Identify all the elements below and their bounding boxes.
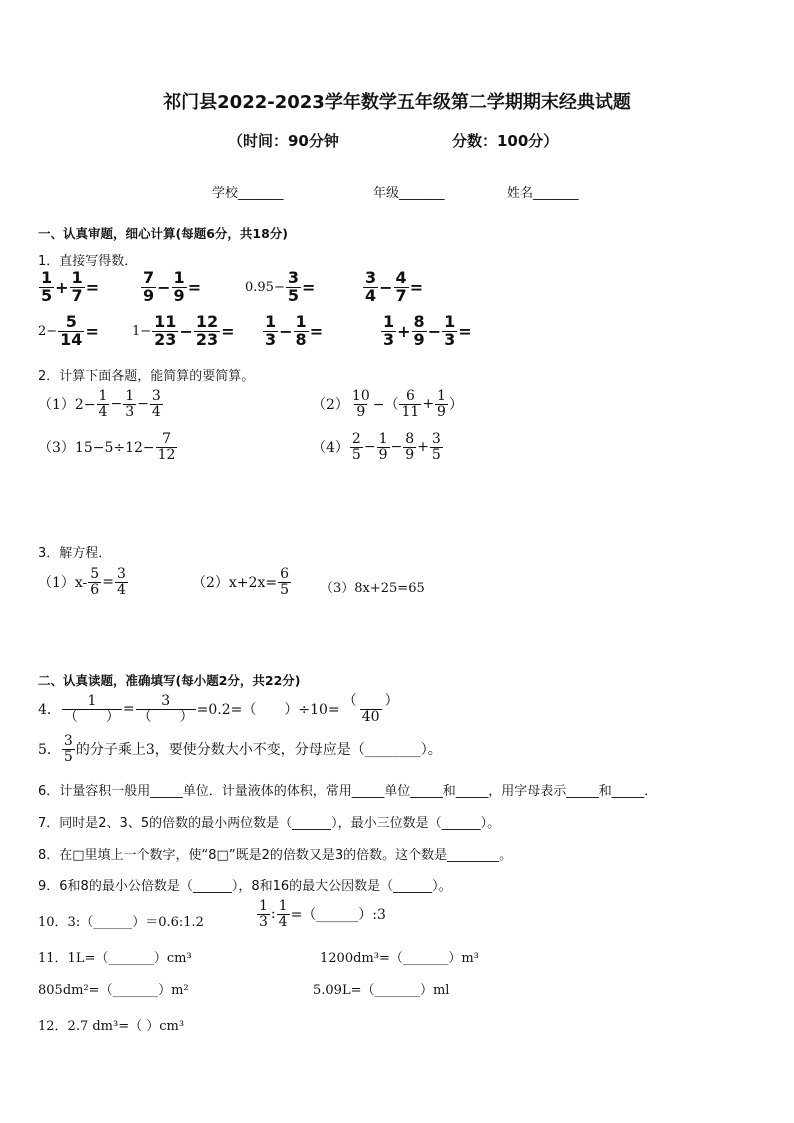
fraction	[136, 694, 196, 724]
score-label: 分数：100分）	[452, 132, 559, 150]
fraction	[341, 694, 401, 724]
q5	[38, 734, 442, 764]
text: +	[422, 396, 435, 413]
fraction	[97, 389, 110, 419]
q11-a: 11．1L=（_______）cm³	[38, 951, 192, 966]
numerator: 3	[151, 388, 161, 404]
denominator: （ ）	[137, 708, 194, 725]
numerator: 4	[395, 268, 407, 287]
numerator: 10	[351, 388, 370, 404]
text: （2）x+2x=	[192, 575, 278, 592]
denominator: 9	[356, 403, 366, 420]
q1-item	[38, 270, 99, 305]
q10-left: 10．3:（______）＝0.6:1.2	[38, 915, 204, 930]
q11-b: 1200dm³=（_______）m³	[320, 951, 479, 966]
fraction	[350, 389, 372, 419]
numerator: 3	[161, 693, 171, 709]
numerator: 6	[280, 566, 289, 582]
q7: 7．同时是2、3、5的倍数的最小两位数是（______），最小三位数是（______）。	[38, 816, 501, 831]
fraction	[156, 432, 178, 462]
fraction	[278, 567, 291, 597]
text: （1）x-	[38, 575, 88, 592]
fraction	[115, 567, 128, 597]
section2-heading: 二、认真读题，准确填写(每小题2分，共22分)	[38, 673, 301, 688]
text: （4）	[312, 440, 349, 457]
fraction	[377, 432, 390, 462]
numerator: 1	[437, 388, 446, 404]
fraction	[62, 694, 122, 724]
text: （2）	[312, 397, 349, 414]
text: −	[137, 396, 149, 413]
grade-field[interactable]: 年级_______	[373, 186, 445, 201]
fraction	[194, 314, 220, 349]
numerator: 1	[295, 312, 307, 331]
operator: −	[157, 277, 171, 297]
q3-eq1	[38, 567, 129, 597]
denominator: 8	[295, 329, 307, 349]
q1-item	[262, 314, 323, 349]
name-field[interactable]: 姓名_______	[507, 186, 579, 201]
numerator: 1	[173, 268, 185, 287]
numerator: 1	[259, 898, 268, 914]
q2-part2	[312, 389, 463, 419]
q2-label: 2．计算下面各题，能简算的要简算。	[38, 369, 255, 384]
numerator: 3	[116, 566, 126, 582]
text: （1）2−	[38, 397, 96, 414]
denominator: （ ）	[63, 708, 120, 725]
denominator: 14	[60, 329, 83, 349]
numerator: 3	[287, 268, 299, 287]
q9: 9．6和8的最小公倍数是（______），8和16的最大公因数是（______）。	[38, 879, 452, 894]
text: ）	[448, 397, 463, 414]
denominator: 9	[405, 446, 415, 463]
denominator: 23	[195, 329, 219, 349]
numerator: 5	[65, 312, 77, 331]
denominator: 9	[413, 329, 425, 349]
numerator: 12	[195, 312, 219, 331]
numerator: 7	[162, 431, 172, 447]
q1-item	[140, 270, 201, 305]
q4	[38, 694, 402, 724]
denominator: 9	[437, 403, 446, 420]
fraction	[394, 270, 409, 305]
denominator: 9	[173, 285, 185, 305]
fraction	[412, 314, 427, 349]
fraction	[88, 567, 101, 597]
denominator: 12	[157, 446, 176, 463]
fraction	[350, 432, 363, 462]
text: 的分子乘上3，要使分数大小不变，分母应是（________）。	[75, 742, 442, 759]
q1-items	[0, 270, 794, 360]
denominator: 4	[98, 403, 108, 420]
numerator: 1	[383, 312, 395, 331]
text: 4．	[38, 702, 61, 719]
numerator: （ ）	[342, 693, 399, 709]
fraction	[294, 314, 309, 349]
denominator: 3	[444, 329, 456, 349]
fraction	[58, 314, 84, 349]
text: =	[102, 574, 114, 591]
q1-item	[38, 314, 99, 349]
q1-item	[132, 314, 235, 349]
denominator: 7	[395, 285, 407, 305]
school-field[interactable]: 学校_______	[212, 186, 284, 201]
page-title: 祁门县2022-2023学年数学五年级第二学期期末经典试题	[163, 92, 631, 113]
numerator: 1	[41, 268, 53, 287]
denominator: 4	[365, 285, 377, 305]
operator: −	[279, 321, 293, 341]
text: −	[363, 439, 376, 456]
q12: 12．2.7 dm³=（ ）cm³	[38, 1019, 185, 1034]
fraction	[403, 432, 416, 462]
denominator: 4	[278, 913, 288, 930]
text: =0.2=（ ）÷10=	[196, 702, 340, 719]
equals: =	[409, 277, 424, 297]
text: +	[417, 439, 429, 456]
fraction	[435, 389, 448, 419]
fraction	[442, 314, 457, 349]
denominator: 3	[259, 913, 268, 930]
operator: +	[397, 321, 411, 341]
denominator: 5	[280, 581, 289, 598]
fraction	[172, 270, 187, 305]
fraction	[363, 270, 378, 305]
numerator: 1	[444, 312, 456, 331]
denominator: 40	[361, 708, 380, 725]
numerator: 3	[63, 733, 73, 749]
q1-item	[245, 270, 315, 305]
fraction	[277, 899, 290, 929]
denominator: 5	[287, 285, 299, 305]
fraction	[123, 389, 136, 419]
numerator: 1	[125, 388, 135, 404]
text: −	[390, 439, 403, 456]
operator: −	[427, 321, 442, 341]
denominator: 23	[154, 329, 177, 349]
numerator: 5	[90, 566, 100, 582]
numerator: 11	[154, 312, 177, 331]
operator: −	[179, 321, 193, 341]
q2-part3	[38, 432, 178, 462]
q1-label: 1．直接写得数．	[38, 254, 138, 269]
q11-c: 805dm²=（_______）m²	[38, 983, 189, 998]
equals: =	[85, 321, 99, 341]
denominator: 9	[143, 285, 155, 305]
numerator: 1	[265, 312, 277, 331]
denominator: 4	[116, 581, 126, 598]
numerator: 3	[431, 431, 441, 447]
numerator: 1	[98, 388, 108, 404]
numerator: 1	[71, 268, 83, 287]
numerator: 1	[378, 431, 388, 447]
denominator: 7	[71, 285, 83, 305]
q1-item	[380, 314, 472, 349]
q3-eq2	[192, 567, 292, 597]
operator: −	[379, 277, 393, 297]
expr-prefix: 0.95−	[245, 279, 285, 295]
fraction	[62, 734, 75, 764]
equals: =	[309, 321, 324, 341]
text: 5．	[38, 742, 61, 759]
text: =（______）:3	[290, 907, 386, 924]
q11-d: 5.09L=（_______）ml	[313, 983, 450, 998]
denominator: 5	[351, 446, 361, 463]
text: :	[270, 906, 276, 923]
numerator: 1	[278, 898, 288, 914]
text: −	[110, 396, 123, 413]
equals: =	[458, 321, 472, 341]
fraction	[399, 389, 421, 419]
fraction	[381, 314, 396, 349]
denominator: 5	[431, 446, 441, 463]
denominator: 3	[265, 329, 277, 349]
q1-item	[362, 270, 423, 305]
numerator: 8	[413, 312, 425, 331]
q8: 8．在□里填上一个数字，使“8□”既是2的倍数又是3的倍数。这个数是________。	[38, 848, 513, 863]
fraction	[430, 432, 443, 462]
fraction	[70, 270, 85, 305]
fraction	[152, 314, 178, 349]
numerator: 1	[87, 693, 97, 709]
text: （3）15−5÷12−	[38, 440, 155, 457]
fraction	[257, 899, 270, 929]
section1-heading: 一、认真审题，细心计算(每题6分，共18分)	[38, 226, 289, 241]
q6: 6．计量容积一般用_____单位．计量液体的体积，常用_____单位_____和_____，用字母表示_____和_____．	[38, 784, 658, 799]
numerator: 7	[143, 268, 155, 287]
denominator: 3	[383, 329, 395, 349]
numerator: 6	[405, 388, 415, 404]
denominator: 5	[63, 748, 73, 765]
q2-part1	[38, 389, 164, 419]
equals: =	[85, 277, 100, 297]
denominator: 11	[401, 403, 420, 420]
equals: =	[221, 321, 235, 341]
denominator: 9	[378, 446, 388, 463]
fraction	[286, 270, 301, 305]
denominator: 5	[41, 285, 53, 305]
time-label: （时间：90分钟	[228, 132, 339, 150]
equals: =	[187, 277, 202, 297]
text: =	[122, 701, 135, 718]
equals: =	[301, 277, 316, 297]
fraction	[263, 314, 278, 349]
q3-label: 3．解方程．	[38, 546, 112, 561]
expr-prefix: 2−	[38, 323, 58, 339]
numerator: 8	[405, 431, 415, 447]
fraction	[141, 270, 156, 305]
fraction	[39, 270, 54, 305]
operator: +	[55, 277, 69, 297]
denominator: 3	[125, 403, 135, 420]
fraction	[150, 389, 163, 419]
denominator: 6	[90, 581, 100, 598]
denominator: 4	[151, 403, 161, 420]
numerator: 3	[365, 268, 377, 287]
numerator: 2	[351, 431, 361, 447]
expr-prefix: 1−	[132, 323, 152, 339]
q10-right	[256, 899, 386, 929]
q3-eq3: （3）8x+25=65	[320, 581, 425, 596]
text: −（	[372, 397, 399, 414]
q2-part4	[312, 432, 444, 462]
